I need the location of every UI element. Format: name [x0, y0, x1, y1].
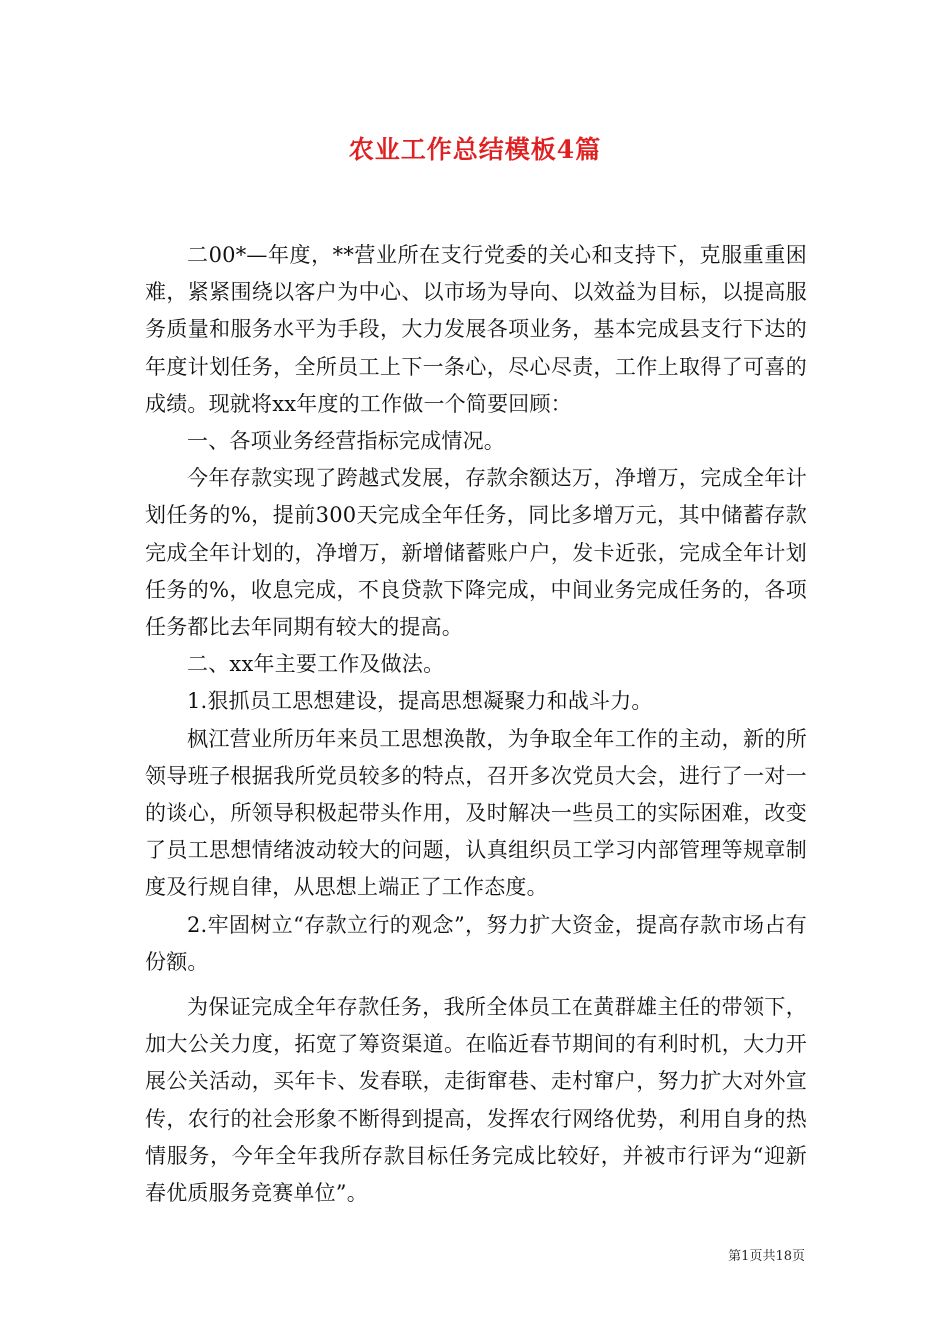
document-body — [145, 237, 807, 1212]
page-number-footer: 第1页共18页 — [728, 1249, 805, 1264]
heading-section-1: 一、各项业务经营指标完成情况。 — [187, 429, 505, 454]
paragraph-staff-thinking: 枫江营业所历年来员工思想涣散，为争取全年工作的主动，新的所领导班子根据我所党员较多的特点，召开多次党员大会，进行了一对一的谈心，所领导积极起带头作用，及时解决一些员工的实际困难，改变了员工思想情绪波动较大的问题，认真组织员工学习内部管理等规章制度及行规自律，从思想上端正了工作态度。 — [145, 726, 807, 900]
paragraph-deposits: 今年存款实现了跨越式发展，存款余额达万，净增万，完成全年计划任务的%，提前300天完成全年任务，同比多增万元，其中储蓄存款完成全年计划的，净增万，新增储蓄账户户，发卡近张，完成全年计划任务的%，收息完成，不良贷款下降完成，中间业务完成任务的，各项任务都比去年同期有较大的提高。 — [145, 466, 807, 640]
subheading-item-1: 1.狠抓员工思想建设，提高思想凝聚力和战斗力。 — [187, 689, 653, 714]
document-title: 农业工作总结模板4篇 — [348, 135, 602, 164]
paragraph-intro: 二00*—年度，**营业所在支行党委的关心和支持下，克服重重困难，紧紧围绕以客户为中心、以市场为导向、以效益为目标，以提高服务质量和服务水平为手段，大力发展各项业务，基本完成县支行下达的年度计划任务，全所员工上下一条心，尽心尽责，工作上取得了可喜的成绩。现就将xx年度的工作做一个简要回顾： — [145, 243, 807, 416]
paragraph-deposit-tasks: 为保证完成全年存款任务，我所全体员工在黄群雄主任的带领下，加大公关力度，拓宽了筹资渠道。在临近春节期间的有利时机，大力开展公关活动，买年卡、发春联，走街窜巷、走村窜户，努力扩大对外宣传，农行的社会形象不断得到提高，发挥农行网络优势，利用自身的热情服务，今年全年我所存款目标任务完成比较好，并被市行评为“迎新春优质服务竞赛单位”。 — [145, 995, 807, 1206]
heading-section-2: 二、xx年主要工作及做法。 — [187, 652, 445, 677]
subheading-item-2: 2.牢固树立“存款立行的观念”，努力扩大资金，提高存款市场占有份额。 — [145, 912, 807, 974]
